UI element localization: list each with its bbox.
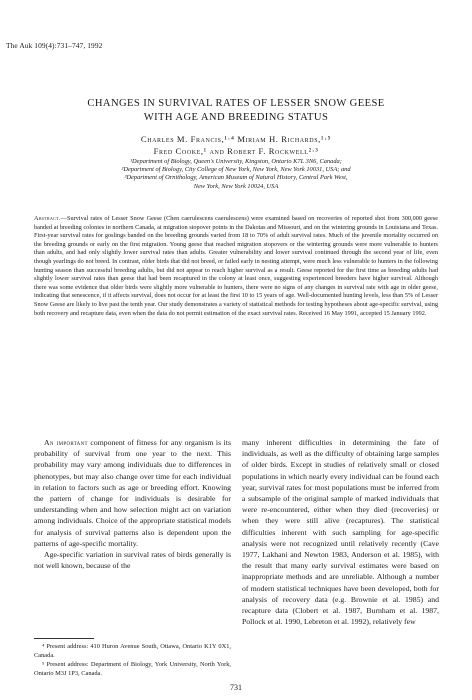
authors-line-1: Charles M. Francis,¹·⁴ Miriam H. Richards,¹·⁵ bbox=[140, 134, 332, 144]
title-line-1: CHANGES IN SURVIVAL RATES OF LESSER SNOW GEESE bbox=[87, 98, 385, 109]
affiliation-3: ³Department of Ornithology, American Museum of Natural History, Central Park West, bbox=[124, 174, 348, 182]
page-number: 731 bbox=[230, 683, 242, 692]
footnotes bbox=[34, 642, 231, 678]
abstract-lead: Abstract. bbox=[34, 215, 61, 222]
footnote-rule bbox=[34, 638, 94, 639]
title-line-2: WITH AGE AND BREEDING STATUS bbox=[143, 112, 329, 123]
footnote-1: ⁴ Present address: 410 Huron Avenue South, Ottawa, Ontario K1Y 0X1, Canada. bbox=[34, 643, 231, 659]
intro-paragraph-1 bbox=[34, 437, 231, 549]
intro-paragraph-2: Age-specific variation in survival rates of birds generally is not well known, because of the bbox=[34, 550, 231, 571]
abstract bbox=[34, 215, 438, 318]
author-list bbox=[30, 133, 442, 157]
affiliations bbox=[30, 158, 442, 191]
right-column-paragraph: many inherent difficulties in determining the fate of individuals, as well as the difficulty of obtaining large samples of older birds. Except in studies of relatively small or closed populations in which nearly every individual can be found each year, survival rates for most populations must be inferred from a subsample of the original sample of marked individuals that were re-encountered, either when they died (recoveries) or when they were still alive (recaptures). The statistical difficulties inherent with such sampling for age-specific analysis were not recognized until relatively recently (Cave 1977, Lakhani and Newton 1983, Anderson et al. 1985), with the result that many early survival estimates were based on inappropriate methods and are unreliable. Although a number of modern statistical techniques have been developed, both for analysis of recovery data (e.g. Brownie et al. 1985) and recapture data (Clobert et al. 1987, Burnham et al. 1987, Pollock et al. 1990, Lebreton et al. 1992), relatively few bbox=[242, 438, 439, 627]
article-title bbox=[30, 97, 442, 125]
intro-lead-words: An important bbox=[44, 438, 88, 447]
abstract-body: —Survival rates of Lesser Snow Geese (Chen caerulescens caerulescens) were examined based on recoveries of reported shot from 300,000 geese banded at breeding colonies in northern Canada, at migration stopover points in the Dakotas and Missouri, and on the wintering grounds in Louisiana and Texas. First-year survival rates for goslings banded on the breeding grounds varied from 18 to 70% of adult survival rates. Much of the juvenile mortality occurred on the breeding grounds or early on the first migration. Young geese that reached migration stopovers or the wintering grounds were more vulnerable to hunters than adults, and had only slightly lower survival rates than adults. Greater vulnerability and lower survival continued through the second year of life, even though yearlings do not breed. In contrast, older birds that did not breed, or failed early in nesting attempt, were much less vulnerable to hunters in the following hunting season than successful breeding adults, but did not appear to reach higher survival as a result. Geese reported for the first time as breeding adults had slightly lower survival rates than geese that had been recaptured in the colony at least once, suggesting experienced breeders have higher survival. Although there was some evidence that older birds were slightly more vulnerable to hunters, there were no signs of any changes in survival rate with age in older geese, indicating that senescence, if it affects survival, does not occur for at least the first 10 to 15 years of age. Well-documented hunting levels, less than 5% of Lesser Snow Geese are likely to live past the tenth year. Our study demonstrates a variety of statistical methods for testing hypotheses about age-specific survival, using both recovery and recapture data, even when the data do not permit estimation of the exact survival rates. Received 16 May 1991, accepted 15 January 1992. bbox=[34, 215, 438, 317]
authors-line-2: Fred Cooke,¹ and Robert F. Rockwell²·³ bbox=[153, 146, 319, 156]
footnote-2: ⁵ Present address: Department of Biology, York University, North York, Ontario M3J 1P3, Canada. bbox=[34, 661, 231, 677]
intro-paragraph-1-text: component of fitness for any organism is its probability of survival from one year to the next. This probability may vary among individuals due to differences in phenotypes, but may also change over time for each individual in relation to factors such as age or breeding effort. Knowing the pattern of change for individuals is desirable for understanding when and how selection might act on variation among individuals. Choice of the appropriate statistical models for analysis of survival patterns also is dependent upon the patterns of age-specific mortality. bbox=[34, 438, 232, 548]
affiliation-2: ²Department of Biology, City College of New York, New York, New York 10031, USA; and bbox=[121, 166, 351, 174]
journal-reference: The Auk 109(4):731–747, 1992 bbox=[6, 41, 103, 50]
affiliation-4: New York, New York 10024, USA bbox=[193, 182, 279, 190]
affiliation-1: ¹Department of Biology, Queen's University, Kingston, Ontario K7L 3N6, Canada; bbox=[130, 158, 342, 165]
body-column-left bbox=[34, 437, 231, 571]
body-column-right bbox=[242, 437, 439, 627]
